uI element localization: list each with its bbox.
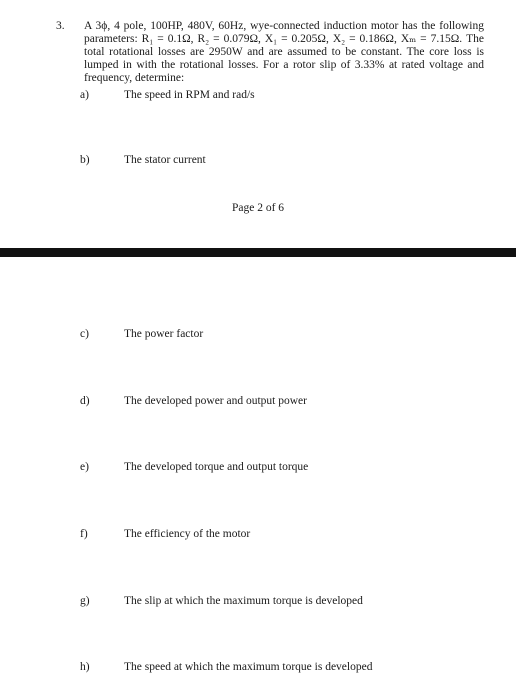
part-a-text: The speed in RPM and rad/s [124,89,255,101]
part-e-label: e) [80,461,89,473]
part-h-label: h) [80,661,90,673]
part-e-text: The developed torque and output torque [124,461,309,473]
part-b-label: b) [80,154,90,166]
page-break-bar [0,248,516,257]
part-h-text: The speed at which the maximum torque is developed [124,661,373,673]
part-f-label: f) [80,528,88,540]
part-c-label: c) [80,328,89,340]
problem-number: 3. [56,20,65,32]
part-g-text: The slip at which the maximum torque is developed [124,595,363,607]
part-g-label: g) [80,595,90,607]
part-f-text: The efficiency of the motor [124,528,251,540]
part-c-text: The power factor [124,328,204,340]
problem-statement: A 3ϕ, 4 pole, 100HP, 480V, 60Hz, wye-connected induction motor has the following parameters: R₁ = 0.1Ω, R₂ = 0.079Ω, X₁ = 0.205Ω, X₂ = 0.186Ω, Xₘ = 7.15Ω. The total rotational losses are 2950W and are assumed to be constant. The core loss is lumped in with the rotational losses. For a rotor slip of 3.33% at rated voltage and frequency, determine: [84,20,484,84]
part-d-text: The developed power and output power [124,395,307,407]
page-number: Page 2 of 6 [231,202,285,214]
part-b-text: The stator current [124,154,206,166]
part-d-label: d) [80,395,90,407]
part-a-label: a) [80,89,89,101]
